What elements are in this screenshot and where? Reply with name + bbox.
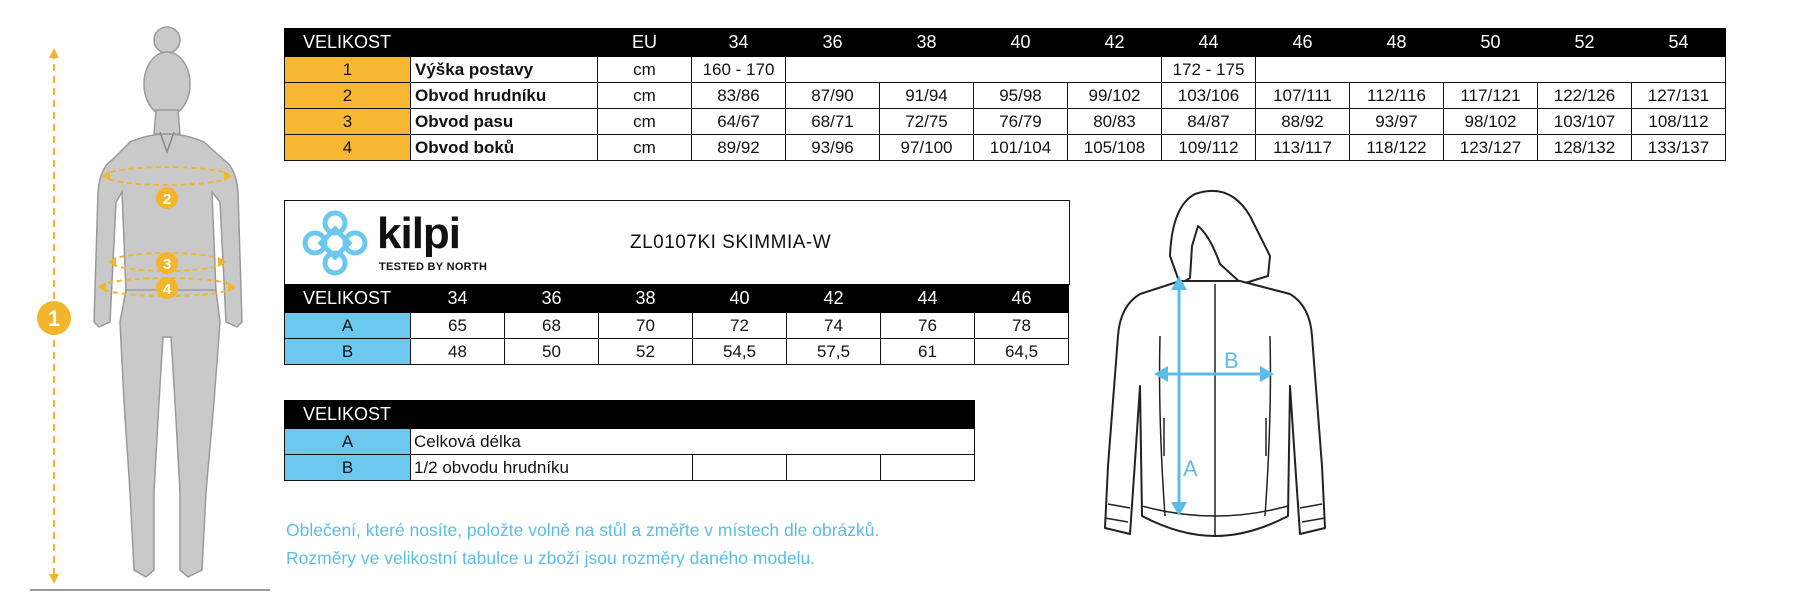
row-label: 1/2 obvodu hrudníku: [411, 455, 693, 481]
row-label: Obvod pasu: [411, 109, 598, 135]
row-label: Výška postavy: [411, 57, 598, 83]
table-row: [285, 339, 1069, 365]
model-title: ZL0107KI SKIMMIA-W: [630, 232, 832, 253]
row-key: A: [285, 313, 411, 339]
header-cell: [411, 29, 598, 57]
jacket-illustration: [1100, 186, 1330, 558]
header-cell: 50: [1444, 29, 1538, 57]
table-cell: [693, 455, 787, 481]
product-size-table: [284, 284, 1069, 365]
table-cell: 70: [599, 313, 693, 339]
header-cell: 46: [1256, 29, 1350, 57]
table-row: [285, 57, 1726, 83]
table-cell: 93/96: [786, 135, 880, 161]
dimension-a-label: A: [1183, 456, 1198, 481]
table-cell: 87/90: [786, 83, 880, 109]
table-cell: 48: [411, 339, 505, 365]
table-cell: 97/100: [880, 135, 974, 161]
table-cell: 89/92: [692, 135, 786, 161]
row-key: B: [285, 455, 411, 481]
dimension-legend-table: [284, 400, 975, 481]
table-cell: 88/92: [1256, 109, 1350, 135]
table-cell: [974, 57, 1068, 83]
table-cell: 108/112: [1632, 109, 1726, 135]
table-cell: 68/71: [786, 109, 880, 135]
table-cell: 65: [411, 313, 505, 339]
table-row: [285, 109, 1726, 135]
table-cell: 107/111: [1256, 83, 1350, 109]
table-cell: 64/67: [692, 109, 786, 135]
table-cell: 72: [693, 313, 787, 339]
table-cell: 84/87: [1162, 109, 1256, 135]
table-cell: 117/121: [1444, 83, 1538, 109]
row-key: A: [285, 429, 411, 455]
body-size-table: [284, 28, 1726, 161]
table-cell: 103/107: [1538, 109, 1632, 135]
row-label: Obvod boků: [411, 135, 598, 161]
table-row: [285, 135, 1726, 161]
row-unit: cm: [598, 135, 692, 161]
dimension-b-label: B: [1224, 348, 1239, 373]
row-unit: cm: [598, 109, 692, 135]
brand-name: kilpi: [377, 209, 461, 258]
header-cell: VELIKOST: [285, 285, 411, 313]
table-cell: 76: [881, 313, 975, 339]
table-cell: 93/97: [1350, 109, 1444, 135]
body-measurement-figure: [30, 22, 270, 597]
table-cell: 80/83: [1068, 109, 1162, 135]
header-cell: 48: [1350, 29, 1444, 57]
table-cell: 160 - 170: [692, 57, 786, 83]
table-cell: 78: [975, 313, 1069, 339]
row-number: 4: [285, 135, 411, 161]
header-cell: VELIKOST: [285, 401, 411, 429]
header-cell: 34: [692, 29, 786, 57]
table-cell: 61: [881, 339, 975, 365]
table-cell: [881, 455, 975, 481]
table-cell: 113/117: [1256, 135, 1350, 161]
row-number: 2: [285, 83, 411, 109]
table-cell: [880, 57, 974, 83]
table-cell: 172 - 175: [1162, 57, 1256, 83]
row-number: 1: [285, 57, 411, 83]
header-cell: [881, 401, 975, 429]
table-cell: 68: [505, 313, 599, 339]
table-cell: [1350, 57, 1444, 83]
table-cell: 112/116: [1350, 83, 1444, 109]
marker-2: 2: [162, 191, 172, 208]
table-row: [285, 429, 975, 455]
table-cell: 64,5: [975, 339, 1069, 365]
table-cell: 103/106: [1162, 83, 1256, 109]
table-cell: [787, 455, 881, 481]
table-cell: 122/126: [1538, 83, 1632, 109]
table-cell: 72/75: [880, 109, 974, 135]
header-cell: VELIKOST: [285, 29, 411, 57]
header-cell: 44: [1162, 29, 1256, 57]
marker-4: 4: [162, 281, 172, 298]
row-label: Celková délka: [411, 429, 975, 455]
table-cell: [1256, 57, 1350, 83]
header-cell: 46: [975, 285, 1069, 313]
table-cell: 57,5: [787, 339, 881, 365]
header-cell: 40: [693, 285, 787, 313]
table-cell: [1068, 57, 1162, 83]
table-header-row: [285, 285, 1069, 313]
header-cell: 42: [1068, 29, 1162, 57]
kilpi-knot-logo: [301, 209, 369, 277]
row-unit: cm: [598, 57, 692, 83]
table-cell: 91/94: [880, 83, 974, 109]
table-cell: 50: [505, 339, 599, 365]
table-row: [285, 83, 1726, 109]
table-cell: [1444, 57, 1538, 83]
table-row: [285, 313, 1069, 339]
header-cell: [787, 401, 881, 429]
table-cell: 54,5: [693, 339, 787, 365]
header-cell: 34: [411, 285, 505, 313]
header-cell: [411, 401, 693, 429]
table-cell: 133/137: [1632, 135, 1726, 161]
table-cell: 109/112: [1162, 135, 1256, 161]
table-header-row: [285, 29, 1726, 57]
header-cell: 36: [505, 285, 599, 313]
table-cell: 128/132: [1538, 135, 1632, 161]
header-cell: 40: [974, 29, 1068, 57]
header-cell: 38: [880, 29, 974, 57]
header-cell: 36: [786, 29, 880, 57]
row-number: 3: [285, 109, 411, 135]
header-cell: 44: [881, 285, 975, 313]
table-cell: 98/102: [1444, 109, 1538, 135]
table-header-row: [285, 401, 975, 429]
row-label: Obvod hrudníku: [411, 83, 598, 109]
table-cell: 118/122: [1350, 135, 1444, 161]
table-cell: 76/79: [974, 109, 1068, 135]
row-key: B: [285, 339, 411, 365]
table-cell: 127/131: [1632, 83, 1726, 109]
brand-tagline: TESTED BY NORTH: [379, 261, 488, 273]
table-cell: 74: [787, 313, 881, 339]
header-cell: 54: [1632, 29, 1726, 57]
table-row: [285, 455, 975, 481]
instruction-note: Rozměry ve velikostní tabulce u zboží jsou rozměry daného modelu.: [286, 548, 816, 568]
table-cell: 105/108: [1068, 135, 1162, 161]
header-cell: 52: [1538, 29, 1632, 57]
header-cell: 38: [599, 285, 693, 313]
table-cell: 99/102: [1068, 83, 1162, 109]
header-cell: EU: [598, 29, 692, 57]
table-cell: [786, 57, 880, 83]
marker-3: 3: [162, 256, 172, 273]
table-cell: 52: [599, 339, 693, 365]
header-cell: [693, 401, 787, 429]
table-cell: 95/98: [974, 83, 1068, 109]
header-cell: 42: [787, 285, 881, 313]
table-cell: 101/104: [974, 135, 1068, 161]
instruction-note: Oblečení, které nosíte, položte volně na stůl a změřte v místech dle obrázků.: [286, 520, 880, 540]
table-cell: 123/127: [1444, 135, 1538, 161]
marker-1: 1: [47, 306, 61, 331]
table-cell: [1632, 57, 1726, 83]
table-cell: 83/86: [692, 83, 786, 109]
table-cell: [1538, 57, 1632, 83]
row-unit: cm: [598, 83, 692, 109]
